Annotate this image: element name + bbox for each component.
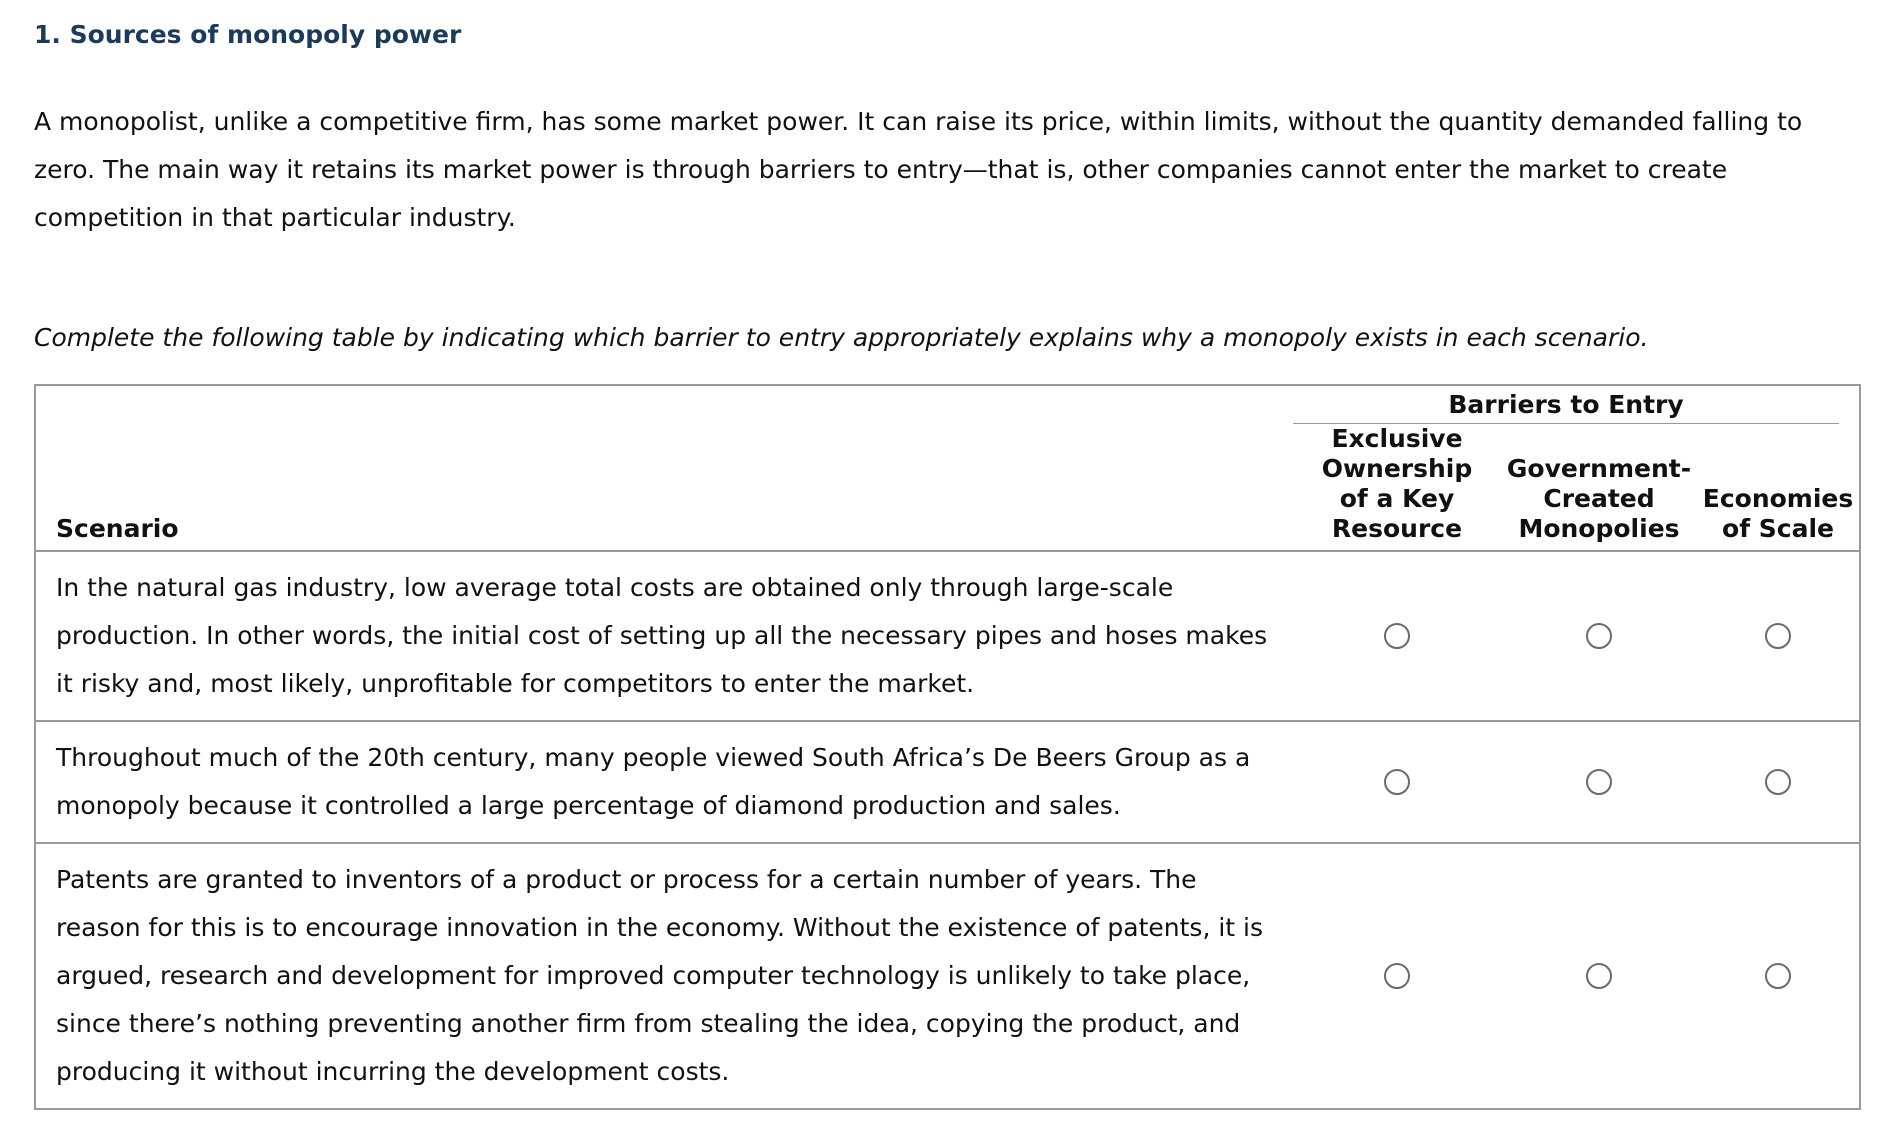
radio-row3-exclusive-ownership[interactable] <box>1384 963 1410 989</box>
radio-row1-exclusive-ownership[interactable] <box>1384 623 1410 649</box>
group-header <box>1293 386 1859 424</box>
radio-row2-economies-of-scale[interactable] <box>1765 769 1791 795</box>
question-title: 1. Sources of monopoly power <box>34 20 462 49</box>
barriers-table <box>34 384 1861 1110</box>
column-header-line: Government- <box>1506 454 1692 483</box>
intro-paragraph: A monopolist, unlike a competitive firm, has some market power. It can raise its price, within limits, without the quantity demanded falling to zero. The main way it retains its market power is through barriers to entry—that is, other companies cannot enter the market to create competition in that particular industry. <box>34 107 1803 232</box>
scenario-text: Patents are granted to inventors of a product or process for a certain number of years. The reason for this is to encourage innovation in the economy. Without the existence of patents, it is argued, research and development for improved computer technology is unlikely to take place, since there’s nothing preventing another firm from stealing the idea, copying the product, and producing it without incurring the development costs. <box>56 865 1264 1086</box>
header-blank <box>36 386 1293 424</box>
column-header-line: Exclusive <box>1331 424 1463 453</box>
column-header-line: Resource <box>1331 514 1463 543</box>
column-header-economies-of-scale <box>1697 424 1859 551</box>
scenario-text: Throughout much of the 20th century, many people viewed South Africa’s De Beers Group as a monopoly because it controlled a large percentage of diamond production and sales. <box>56 743 1251 820</box>
radio-row2-government-created[interactable] <box>1586 769 1612 795</box>
column-header-line: of Scale <box>1722 514 1834 543</box>
radio-row1-government-created[interactable] <box>1586 623 1612 649</box>
table-row <box>36 721 1859 843</box>
radio-row3-economies-of-scale[interactable] <box>1765 963 1791 989</box>
column-header-exclusive-ownership <box>1293 424 1501 551</box>
radio-row3-government-created[interactable] <box>1586 963 1612 989</box>
table-row <box>36 843 1859 1108</box>
column-header-line: of a Key <box>1339 484 1455 513</box>
column-header-government-created <box>1501 424 1697 551</box>
group-header-label: Barriers to Entry <box>1293 390 1839 424</box>
scenario-text: In the natural gas industry, low average total costs are obtained only through large-scale production. In other words, the initial cost of setting up all the necessary pipes and hoses makes it risky and, most likely, unprofitable for competitors to enter the market. <box>56 573 1268 698</box>
table-row <box>36 551 1859 721</box>
column-header-line: Ownership <box>1321 454 1473 483</box>
column-header-line: Created <box>1543 484 1655 513</box>
instruction-text: Complete the following table by indicating which barrier to entry appropriately explains why a monopoly exists in each scenario. <box>34 323 1649 352</box>
radio-row1-economies-of-scale[interactable] <box>1765 623 1791 649</box>
column-header-line: Economies <box>1702 484 1854 513</box>
scenario-column-header: Scenario <box>56 514 179 543</box>
column-header-line: Monopolies <box>1518 514 1680 543</box>
radio-row2-exclusive-ownership[interactable] <box>1384 769 1410 795</box>
